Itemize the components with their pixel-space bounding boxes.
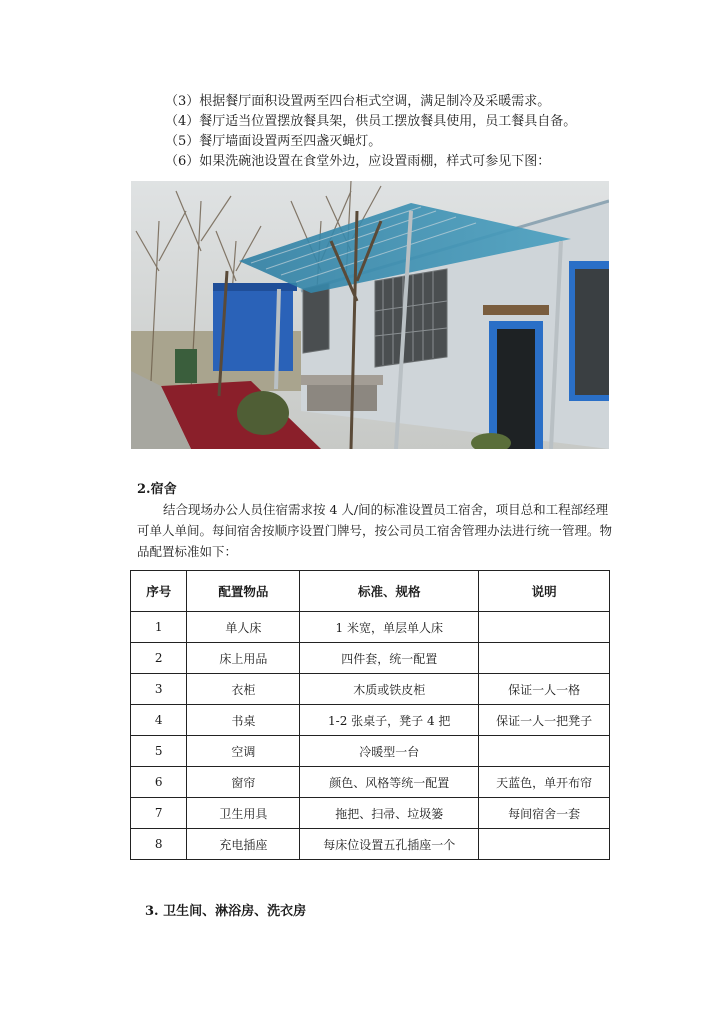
table-row	[131, 798, 610, 829]
cell-note	[479, 736, 610, 767]
cell-index: 1	[131, 612, 187, 643]
cell-item: 衣柜	[187, 674, 300, 705]
list-item: （6）如果洗碗池设置在食堂外边，应设置雨棚，样式可参见下图：	[165, 154, 551, 169]
section-heading-sanitary: 3. 卫生间、淋浴房、洗衣房	[145, 904, 307, 919]
list-item: （5）餐厅墙面设置两至四盏灭蝇灯。	[165, 134, 382, 149]
cell-note: 每间宿舍一套	[479, 798, 610, 829]
header-spec: 标准、规格	[300, 571, 479, 612]
list-item: （3）根据餐厅面积设置两至四台柜式空调，满足制冷及采暖需求。	[165, 94, 551, 109]
header-item: 配置物品	[187, 571, 300, 612]
cell-index: 6	[131, 767, 187, 798]
cell-item: 单人床	[187, 612, 300, 643]
table-header-row	[131, 571, 610, 612]
paragraph-line: 品配置标准如下：	[137, 544, 238, 559]
table-row	[131, 736, 610, 767]
cell-index: 5	[131, 736, 187, 767]
dormitory-config-table	[130, 570, 610, 860]
cell-item: 床上用品	[187, 643, 300, 674]
cell-spec: 木质或铁皮柜	[300, 674, 479, 705]
cell-note	[479, 612, 610, 643]
cell-spec: 1 米宽，单层单人床	[300, 612, 479, 643]
cell-spec: 拖把、扫帚、垃圾篓	[300, 798, 479, 829]
cell-spec: 四件套，统一配置	[300, 643, 479, 674]
cell-index: 8	[131, 829, 187, 860]
requirements-list	[165, 92, 645, 172]
dormitory-paragraph	[137, 499, 613, 562]
cell-index: 7	[131, 798, 187, 829]
header-note: 说明	[479, 571, 610, 612]
cell-note	[479, 643, 610, 674]
cell-item: 卫生用具	[187, 798, 300, 829]
cell-index: 2	[131, 643, 187, 674]
list-item: （4）餐厅适当位置摆放餐具架，供员工摆放餐具使用，员工餐具自备。	[165, 114, 577, 129]
cell-spec: 冷暖型一台	[300, 736, 479, 767]
header-index: 序号	[131, 571, 187, 612]
table-row	[131, 612, 610, 643]
paragraph-line: 可单人单间。每间宿舍按顺序设置门牌号，按公司员工宿舍管理办法进行统一管理。物	[137, 523, 613, 538]
cell-note: 保证一人一把凳子	[479, 705, 610, 736]
table-row	[131, 829, 610, 860]
cell-spec: 1-2 张桌子，凳子 4 把	[300, 705, 479, 736]
section-heading-dormitory: 2.宿舍	[137, 482, 177, 497]
paragraph-line: 结合现场办公人员住宿需求按 4 人/间的标准设置员工宿舍，项目总和工程部经理	[163, 502, 609, 517]
cell-note: 天蓝色，单开布帘	[479, 767, 610, 798]
cell-spec: 颜色、风格等统一配置	[300, 767, 479, 798]
table-row	[131, 705, 610, 736]
cell-item: 书桌	[187, 705, 300, 736]
cell-item: 窗帘	[187, 767, 300, 798]
cell-index: 4	[131, 705, 187, 736]
cell-note	[479, 829, 610, 860]
canopy-photo	[131, 181, 609, 449]
table-row	[131, 674, 610, 705]
table-row	[131, 643, 610, 674]
cell-item: 充电插座	[187, 829, 300, 860]
cell-spec: 每床位设置五孔插座一个	[300, 829, 479, 860]
cell-index: 3	[131, 674, 187, 705]
cell-item: 空调	[187, 736, 300, 767]
cell-note: 保证一人一格	[479, 674, 610, 705]
table-row	[131, 767, 610, 798]
